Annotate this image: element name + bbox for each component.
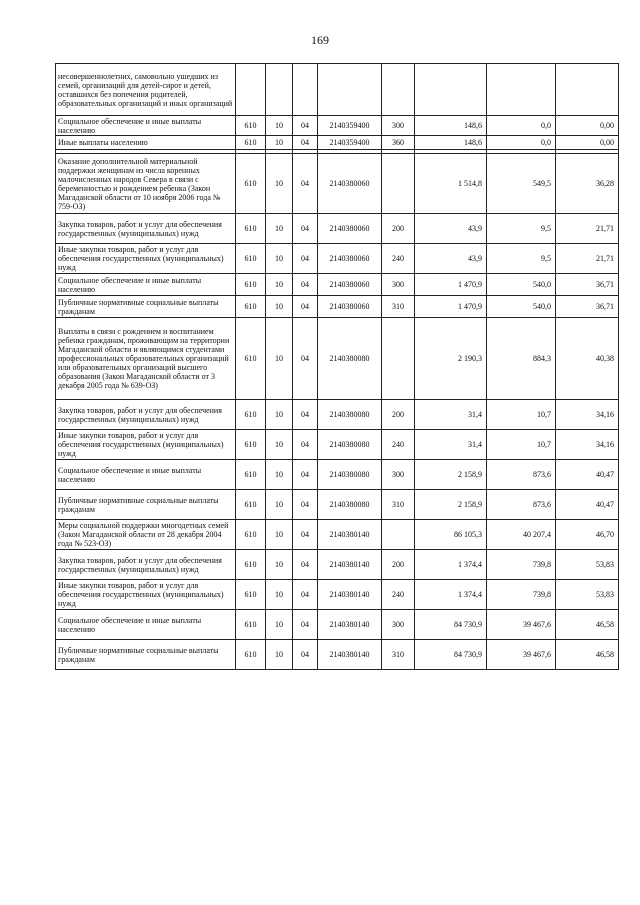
- executed-amount: 39 467,6: [487, 610, 556, 640]
- planned-amount: 84 730,9: [415, 640, 487, 670]
- subsection-code: 04: [293, 400, 318, 430]
- execution-percent: 46,58: [556, 640, 619, 670]
- target-item-code: 2140380060: [318, 296, 382, 318]
- ministry-code: 610: [236, 318, 266, 400]
- expense-kind-code: 360: [382, 136, 415, 150]
- ministry-code: 610: [236, 580, 266, 610]
- expense-kind-code: 310: [382, 640, 415, 670]
- subsection-code: 04: [293, 610, 318, 640]
- executed-amount: 884,3: [487, 318, 556, 400]
- section-code: 10: [266, 400, 293, 430]
- execution-percent: 40,38: [556, 318, 619, 400]
- section-code: 10: [266, 136, 293, 150]
- table-row: [56, 136, 619, 150]
- ministry-code: 610: [236, 244, 266, 274]
- execution-percent: 36,71: [556, 274, 619, 296]
- planned-amount: 2 158,9: [415, 490, 487, 520]
- subsection-code: 04: [293, 430, 318, 460]
- execution-percent: 36,28: [556, 154, 619, 214]
- section-code: 10: [266, 460, 293, 490]
- empty-cell: [293, 64, 318, 116]
- row-name: Публичные нормативные социальные выплаты гражданам: [56, 640, 236, 670]
- planned-amount: 86 105,3: [415, 520, 487, 550]
- section-code: 10: [266, 550, 293, 580]
- planned-amount: 1 514,8: [415, 154, 487, 214]
- executed-amount: 0,0: [487, 116, 556, 136]
- row-name: Социальное обеспечение и иные выплаты населению: [56, 116, 236, 136]
- table-row: [56, 520, 619, 550]
- execution-percent: 0,00: [556, 116, 619, 136]
- subsection-code: 04: [293, 274, 318, 296]
- row-name: Выплаты в связи с рождением и воспитанием ребенка гражданам, проживающим на территории Магаданской области и являющимся студентами профессиональных образовательных организаций или образовательных организаций высшего образования (Закон Магаданской области от 3 декабря 2005 года № 639-ОЗ): [56, 318, 236, 400]
- target-item-code: 2140380060: [318, 214, 382, 244]
- expense-kind-code: 300: [382, 116, 415, 136]
- expense-kind-code: [382, 520, 415, 550]
- executed-amount: 540,0: [487, 274, 556, 296]
- row-name: Социальное обеспечение и иные выплаты населению: [56, 460, 236, 490]
- section-code: 10: [266, 154, 293, 214]
- executed-amount: 549,5: [487, 154, 556, 214]
- target-item-code: 2140380080: [318, 490, 382, 520]
- expense-kind-code: 310: [382, 490, 415, 520]
- executed-amount: 9,5: [487, 244, 556, 274]
- target-item-code: 2140359400: [318, 116, 382, 136]
- ministry-code: 610: [236, 400, 266, 430]
- target-item-code: 2140380060: [318, 154, 382, 214]
- planned-amount: 2 158,9: [415, 460, 487, 490]
- subsection-code: 04: [293, 640, 318, 670]
- expense-kind-code: 300: [382, 610, 415, 640]
- row-name: Публичные нормативные социальные выплаты гражданам: [56, 296, 236, 318]
- planned-amount: 148,6: [415, 116, 487, 136]
- ministry-code: 610: [236, 116, 266, 136]
- execution-percent: 53,83: [556, 550, 619, 580]
- row-name: Оказание дополнительной материальной поддержки женщинам из числа коренных малочисленных народов Севера в связи с беременностью и рождением ребенка (Закон Магаданской области от 10 ноября 2006 года № 759-ОЗ): [56, 154, 236, 214]
- ministry-code: 610: [236, 610, 266, 640]
- empty-cell: [236, 64, 266, 116]
- target-item-code: 2140380060: [318, 274, 382, 296]
- row-name: Иные закупки товаров, работ и услуг для обеспечения государственных (муниципальных) нужд: [56, 244, 236, 274]
- subsection-code: 04: [293, 116, 318, 136]
- subsection-code: 04: [293, 550, 318, 580]
- ministry-code: 610: [236, 490, 266, 520]
- ministry-code: 610: [236, 214, 266, 244]
- target-item-code: 2140380080: [318, 400, 382, 430]
- row-name: Меры социальной поддержки многодетных семей (Закон Магаданской области от 28 декабря 2004 года № 523-ОЗ): [56, 520, 236, 550]
- ministry-code: 610: [236, 430, 266, 460]
- subsection-code: 04: [293, 244, 318, 274]
- table-row: [56, 214, 619, 244]
- table-row: [56, 400, 619, 430]
- ministry-code: 610: [236, 520, 266, 550]
- subsection-code: 04: [293, 318, 318, 400]
- target-item-code: 2140380140: [318, 580, 382, 610]
- empty-cell: [556, 64, 619, 116]
- subsection-code: 04: [293, 136, 318, 150]
- target-item-code: 2140380140: [318, 550, 382, 580]
- table-row: [56, 318, 619, 400]
- subsection-code: 04: [293, 520, 318, 550]
- empty-cell: [487, 64, 556, 116]
- planned-amount: 31,4: [415, 430, 487, 460]
- execution-percent: 46,70: [556, 520, 619, 550]
- table-row: [56, 154, 619, 214]
- table-row: [56, 244, 619, 274]
- table-row: [56, 550, 619, 580]
- empty-cell: [318, 64, 382, 116]
- planned-amount: 2 190,3: [415, 318, 487, 400]
- planned-amount: 31,4: [415, 400, 487, 430]
- target-item-code: 2140380080: [318, 460, 382, 490]
- table-row: [56, 610, 619, 640]
- executed-amount: 39 467,6: [487, 640, 556, 670]
- row-name: Публичные нормативные социальные выплаты гражданам: [56, 490, 236, 520]
- target-item-code: 2140380140: [318, 640, 382, 670]
- section-code: 10: [266, 640, 293, 670]
- expense-kind-code: 300: [382, 274, 415, 296]
- execution-percent: 34,16: [556, 400, 619, 430]
- subsection-code: 04: [293, 490, 318, 520]
- target-item-code: 2140380080: [318, 318, 382, 400]
- executed-amount: 873,6: [487, 460, 556, 490]
- section-code: 10: [266, 490, 293, 520]
- empty-cell: [415, 64, 487, 116]
- target-item-code: 2140380060: [318, 244, 382, 274]
- executed-amount: 739,8: [487, 580, 556, 610]
- ministry-code: 610: [236, 460, 266, 490]
- section-code: 10: [266, 214, 293, 244]
- expense-kind-code: [382, 154, 415, 214]
- planned-amount: 43,9: [415, 214, 487, 244]
- row-name: Иные закупки товаров, работ и услуг для обеспечения государственных (муниципальных) нужд: [56, 430, 236, 460]
- section-code: 10: [266, 520, 293, 550]
- section-code: 10: [266, 116, 293, 136]
- table-row: [56, 460, 619, 490]
- subsection-code: 04: [293, 580, 318, 610]
- row-name: Социальное обеспечение и иные выплаты населению: [56, 610, 236, 640]
- row-name: Закупка товаров, работ и услуг для обеспечения государственных (муниципальных) нужд: [56, 214, 236, 244]
- execution-percent: 36,71: [556, 296, 619, 318]
- expense-kind-code: 310: [382, 296, 415, 318]
- executed-amount: 10,7: [487, 400, 556, 430]
- target-item-code: 2140380080: [318, 430, 382, 460]
- section-code: 10: [266, 296, 293, 318]
- planned-amount: 148,6: [415, 136, 487, 150]
- subsection-code: 04: [293, 214, 318, 244]
- subsection-code: 04: [293, 460, 318, 490]
- empty-cell: [266, 64, 293, 116]
- target-item-code: 2140380140: [318, 520, 382, 550]
- section-code: 10: [266, 274, 293, 296]
- ministry-code: 610: [236, 296, 266, 318]
- row-name: Социальное обеспечение и иные выплаты населению: [56, 274, 236, 296]
- ministry-code: 610: [236, 640, 266, 670]
- execution-percent: 21,71: [556, 214, 619, 244]
- planned-amount: 43,9: [415, 244, 487, 274]
- table-row: [56, 490, 619, 520]
- page-number: 169: [311, 33, 329, 47]
- table-row: [56, 430, 619, 460]
- row-name: Закупка товаров, работ и услуг для обеспечения государственных (муниципальных) нужд: [56, 400, 236, 430]
- ministry-code: 610: [236, 136, 266, 150]
- execution-percent: 0,00: [556, 136, 619, 150]
- executed-amount: 0,0: [487, 136, 556, 150]
- row-name: Закупка товаров, работ и услуг для обеспечения государственных (муниципальных) нужд: [56, 550, 236, 580]
- section-code: 10: [266, 610, 293, 640]
- planned-amount: 84 730,9: [415, 610, 487, 640]
- execution-percent: 40,47: [556, 460, 619, 490]
- expense-kind-code: 200: [382, 400, 415, 430]
- execution-percent: 40,47: [556, 490, 619, 520]
- execution-percent: 34,16: [556, 430, 619, 460]
- executed-amount: 9,5: [487, 214, 556, 244]
- ministry-code: 610: [236, 550, 266, 580]
- table-row: [56, 116, 619, 136]
- row-name: Иные закупки товаров, работ и услуг для обеспечения государственных (муниципальных) нужд: [56, 580, 236, 610]
- empty-cell: [382, 64, 415, 116]
- executed-amount: 10,7: [487, 430, 556, 460]
- executed-amount: 873,6: [487, 490, 556, 520]
- expense-kind-code: 240: [382, 430, 415, 460]
- planned-amount: 1 470,9: [415, 274, 487, 296]
- expense-kind-code: 240: [382, 244, 415, 274]
- executed-amount: 739,8: [487, 550, 556, 580]
- continued-row-text: несовершеннолетних, самовольно ушедших из семей, организаций для детей-сирот и детей, оставшихся без попечения родителей, образовательных организаций и иных организаций: [56, 64, 236, 116]
- table-row-continued: [56, 64, 619, 116]
- executed-amount: 540,0: [487, 296, 556, 318]
- planned-amount: 1 374,4: [415, 550, 487, 580]
- subsection-code: 04: [293, 154, 318, 214]
- execution-percent: 53,83: [556, 580, 619, 610]
- table-row: [56, 296, 619, 318]
- expense-kind-code: 300: [382, 460, 415, 490]
- planned-amount: 1 374,4: [415, 580, 487, 610]
- execution-percent: 21,71: [556, 244, 619, 274]
- expense-kind-code: [382, 318, 415, 400]
- table-row: [56, 274, 619, 296]
- row-name: Иные выплаты населению: [56, 136, 236, 150]
- expense-kind-code: 240: [382, 580, 415, 610]
- section-code: 10: [266, 430, 293, 460]
- ministry-code: 610: [236, 154, 266, 214]
- budget-table: [55, 63, 619, 670]
- executed-amount: 40 207,4: [487, 520, 556, 550]
- table-row: [56, 580, 619, 610]
- planned-amount: 1 470,9: [415, 296, 487, 318]
- subsection-code: 04: [293, 296, 318, 318]
- ministry-code: 610: [236, 274, 266, 296]
- table-row: [56, 640, 619, 670]
- execution-percent: 46,58: [556, 610, 619, 640]
- section-code: 10: [266, 580, 293, 610]
- section-code: 10: [266, 244, 293, 274]
- expense-kind-code: 200: [382, 550, 415, 580]
- section-code: 10: [266, 318, 293, 400]
- target-item-code: 2140380140: [318, 610, 382, 640]
- target-item-code: 2140359400: [318, 136, 382, 150]
- expense-kind-code: 200: [382, 214, 415, 244]
